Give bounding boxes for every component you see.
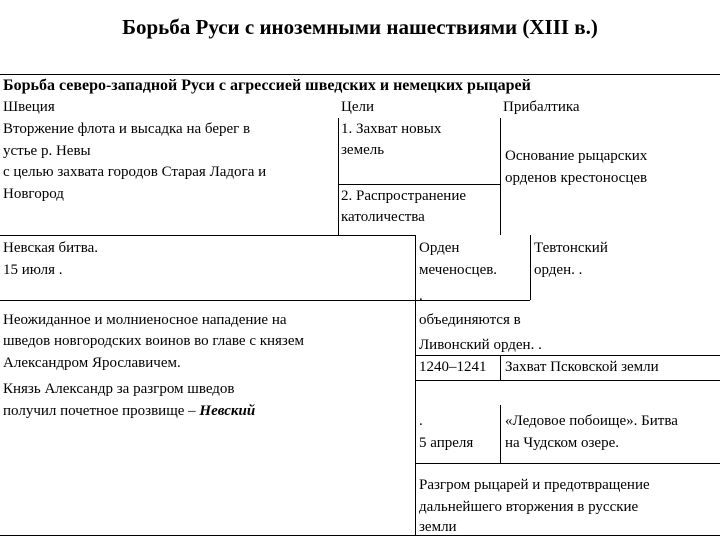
text-line: орден. . [534,262,583,278]
text-line: Тевтонский [534,240,608,256]
goals-left-border [338,118,339,235]
pskov-bottom-line [415,380,720,381]
ice-dot: . [419,413,423,429]
ice-title: «Ледовое побоище». Битва [505,413,678,429]
orders-split [530,235,531,300]
text-line: земель [341,142,385,158]
text-line: орденов крестоносцев [505,170,648,186]
text-line: дальнейшего вторжения в русские [419,499,639,515]
text-line: объединяются в [419,312,521,328]
ice-split [500,405,501,463]
text-line: Ливонский орден. . [419,337,542,353]
text-line: 1. Захват новых [341,121,442,137]
table-header: Борьба северо-западной Руси с агрессией шведских и немецких рыцарей [3,77,531,94]
page-title: Борьба Руси с иноземными нашествиями (XIII в.) [122,15,598,39]
text-line-prefix: получил почетное прозвище – [3,403,200,419]
text-line: 2. Распространение [341,188,467,204]
ice-date: 5 апреля [419,435,474,451]
nickname: Невский [199,403,256,419]
ice-location: на Чудском озере. [505,435,620,451]
column-baltic: Прибалтика [503,99,580,115]
text-line: Основание рыцарских [505,148,648,164]
orders-divider [415,300,530,301]
neva-divider [0,300,415,301]
neva-date: 15 июля . [3,262,63,278]
text-line: с целью захвата городов Старая Ладога и [3,164,267,180]
text-line: земли [419,519,457,535]
neva-title: Невская битва. [3,240,99,256]
column-sweden: Швеция [3,99,55,115]
table-bottom-border [0,535,720,536]
row-divider-left [0,235,415,236]
text-line: Новгород [3,186,64,202]
text-line: Князь Александр за разгром шведов [3,381,235,397]
pskov-years: 1240–1241 [419,359,487,375]
text-line [3,400,255,422]
pskov-event: Захват Псковской земли [505,359,659,375]
center-divider [415,235,416,535]
pskov-split [500,355,501,380]
text-line: Вторжение флота и высадка на берег в [3,121,251,137]
text-line: Разгром рыцарей и предотвращение [419,477,650,493]
text-line: устье р. Невы [3,143,91,159]
text-line: меченосцев. [419,262,498,278]
column-goals: Цели [341,99,375,115]
goals-right-border [500,118,501,235]
text-line: Неожиданное и молниеносное нападение на [3,312,287,328]
text-line: . [419,288,423,304]
ice-bottom-line [415,463,720,464]
text-line: Орден [419,240,460,256]
text-line: Александром Ярославичем. [3,355,181,371]
text-line: католичества [341,209,425,225]
text-line: шведов новгородских воинов во главе с князем [3,333,305,349]
